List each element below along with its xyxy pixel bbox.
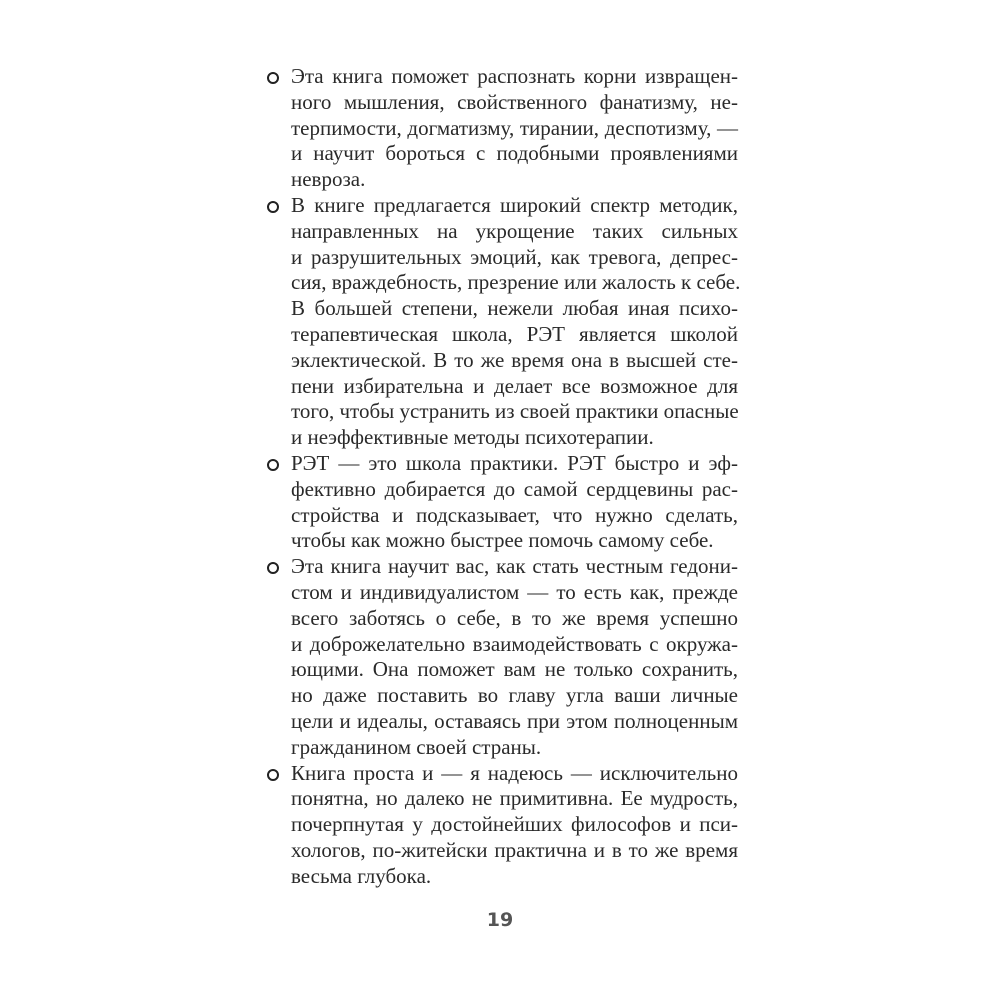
text-line: чтобы как можно быстрее помочь самому себе. bbox=[291, 528, 714, 553]
text-line: направленных на укрощение таких сильных bbox=[291, 218, 738, 243]
text-line: терапевтическая школа, РЭТ является школой bbox=[291, 321, 738, 346]
text-line: гражданином своей страны. bbox=[291, 734, 542, 759]
text-line: понятна, но далеко не примитивна. Ее мудрость, bbox=[291, 786, 738, 811]
list-item bbox=[291, 761, 738, 890]
text-line: В большей степени, нежели любая иная психо- bbox=[291, 296, 738, 321]
circle-bullet-icon bbox=[267, 769, 279, 781]
text-line: почерпнутая у достойнейших философов и пси- bbox=[291, 812, 738, 837]
text-line: стройства и подсказывает, что нужно сделать, bbox=[291, 502, 738, 527]
text-line: и доброжелательно взаимодействовать с окружа- bbox=[291, 631, 738, 656]
text-line: сия, враждебность, презрение или жалость к себе. bbox=[291, 270, 741, 295]
text-line: РЭТ — это школа практики. РЭТ быстро и эф- bbox=[291, 450, 738, 475]
text-line: и неэффективные методы психотерапии. bbox=[291, 425, 654, 450]
text-line: того, чтобы устранить из своей практики опасные bbox=[291, 399, 739, 424]
text-line: Эта книга научит вас, как стать честным гедони- bbox=[291, 554, 738, 579]
circle-bullet-icon bbox=[267, 562, 279, 574]
circle-bullet-icon bbox=[267, 459, 279, 471]
circle-bullet-icon bbox=[267, 201, 279, 213]
bullet-list bbox=[291, 64, 741, 890]
list-item bbox=[291, 64, 738, 193]
text-line: ного мышления, свойственного фанатизму, не- bbox=[291, 89, 738, 114]
text-line: и научит бороться с подобными проявлениями bbox=[291, 141, 738, 166]
text-line: пени избирательна и делает все возможное для bbox=[291, 373, 738, 398]
text-line: Книга проста и — я надеюсь — исключительно bbox=[291, 760, 738, 785]
text-line: невроза. bbox=[291, 167, 366, 192]
text-line: ющими. Она поможет вам не только сохранить, bbox=[291, 657, 738, 682]
list-item bbox=[291, 451, 738, 554]
text-line: В книге предлагается широкий спектр методик, bbox=[291, 192, 738, 217]
text-line: весьма глубока. bbox=[291, 863, 432, 888]
list-item bbox=[291, 192, 741, 451]
text-line: но даже поставить во главу угла ваши личные bbox=[291, 683, 738, 708]
circle-bullet-icon bbox=[267, 72, 279, 84]
text-line: всего заботясь о себе, в то же время успешно bbox=[291, 605, 738, 630]
text-line: Эта книга поможет распознать корни извращен- bbox=[291, 64, 738, 88]
text-line: эклектической. В то же время она в высшей сте- bbox=[291, 347, 738, 372]
page-number: 19 bbox=[486, 909, 514, 931]
text-line: и разрушительных эмоций, как тревога, депрес- bbox=[291, 244, 738, 269]
text-line: хологов, по-житейски практична и в то же время bbox=[291, 837, 738, 862]
text-line: цели и идеалы, оставаясь при этом полноценным bbox=[291, 708, 738, 733]
text-line: терпимости, догматизму, тирании, деспотизму, — bbox=[291, 115, 738, 140]
text-line: фективно добирается до самой сердцевины рас- bbox=[291, 476, 738, 501]
text-line: стом и индивидуалистом — то есть как, прежде bbox=[291, 579, 738, 604]
list-item bbox=[291, 554, 738, 760]
